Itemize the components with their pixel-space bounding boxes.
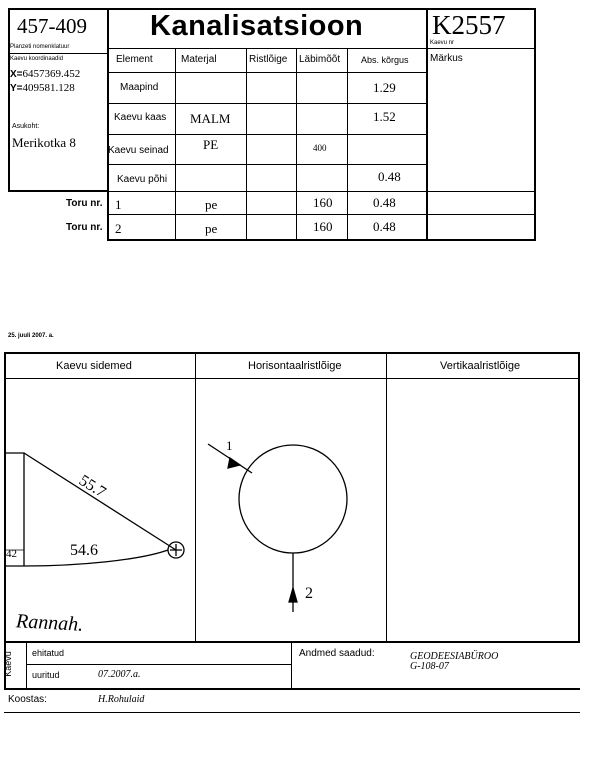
connections-sketch	[0, 380, 196, 642]
surveyed-value: 07.2007.a.	[98, 669, 141, 680]
sketch-dimension: 42	[6, 548, 17, 560]
col-header-material: Materjal	[181, 54, 217, 65]
pipe-material: pe	[205, 221, 218, 236]
row-element: Kaevu kaas	[114, 112, 167, 123]
row-material: MALM	[190, 111, 231, 126]
pipe-material: pe	[205, 197, 218, 212]
col-header-diameter: Läbimõõt	[299, 54, 341, 65]
coordinate-y-value: 409581.128	[22, 82, 75, 94]
section-vertical: Vertikaalristlõige	[440, 360, 521, 372]
row-abs-height: 0.48	[378, 169, 401, 184]
data-source-code: G-108-07	[410, 661, 449, 672]
row-diameter: 400	[313, 143, 327, 153]
col-header-abs-height: Abs. kõrgus	[361, 55, 409, 65]
pipe-label: Toru nr.	[66, 198, 103, 209]
location-label: Asukoht:	[12, 123, 40, 130]
pipe-diameter: 160	[313, 219, 333, 234]
sketch-dimension: 55.7	[75, 471, 109, 502]
location-value: Merikotka 8	[12, 135, 76, 150]
well-id: K2557	[432, 10, 506, 40]
pipe-number: 1	[115, 197, 122, 212]
section-connections: Kaevu sidemed	[56, 360, 132, 372]
map-sheet-label: Planzeti nomenklatuur	[10, 44, 70, 50]
pipe-number: 2	[115, 221, 122, 236]
coordinate-x-label: X=	[10, 69, 23, 80]
pipe-abs-height: 0.48	[373, 219, 396, 234]
horizontal-section-sketch	[196, 380, 386, 642]
pipe-2-marker: 2	[305, 585, 313, 602]
coordinates-label: Kaevu koordinaadid	[10, 56, 64, 62]
pipe-label: Toru nr.	[66, 222, 103, 233]
sketch-note: Rannah.	[15, 610, 84, 636]
pipe-1-marker: 1	[226, 438, 233, 453]
page-title: Kanalisatsioon	[150, 10, 364, 42]
coordinate-y-label: Y=	[10, 83, 23, 94]
col-header-cross-section: Ristlõige	[249, 54, 288, 65]
pipe-abs-height: 0.48	[373, 195, 396, 210]
data-source-value: GEODEESIABÜROO	[410, 651, 499, 662]
coordinate-x	[10, 68, 80, 80]
compiled-value: H.Rohulaid	[98, 694, 145, 705]
pipe-diameter: 160	[313, 195, 333, 210]
date-note: 25. juuli 2007. a.	[8, 333, 54, 339]
row-abs-height: 1.29	[373, 80, 396, 95]
row-element: Kaevu seinad	[108, 145, 169, 156]
data-source-label: Andmed saadud:	[299, 648, 375, 659]
row-abs-height: 1.52	[373, 109, 396, 124]
compiled-label: Koostas:	[8, 694, 47, 705]
coordinate-y	[10, 82, 75, 94]
section-horizontal: Horisontaalristlõige	[248, 360, 342, 372]
col-header-remarks: Märkus	[430, 53, 463, 64]
built-label: ehitatud	[32, 648, 65, 658]
row-material: PE	[203, 137, 219, 152]
well-id-label: Kaevu nr	[430, 40, 455, 46]
map-sheet-number: 457-409	[17, 14, 87, 38]
col-header-element: Element	[116, 54, 153, 65]
coordinate-x-value: 6457369.452	[22, 68, 81, 80]
row-element: Maapind	[120, 82, 159, 93]
sketch-dimension: 54.6	[70, 542, 98, 559]
footer-side-label: Kaevu	[2, 651, 13, 677]
row-element: Kaevu põhi	[117, 174, 168, 185]
surveyed-label: uuritud	[32, 670, 60, 680]
